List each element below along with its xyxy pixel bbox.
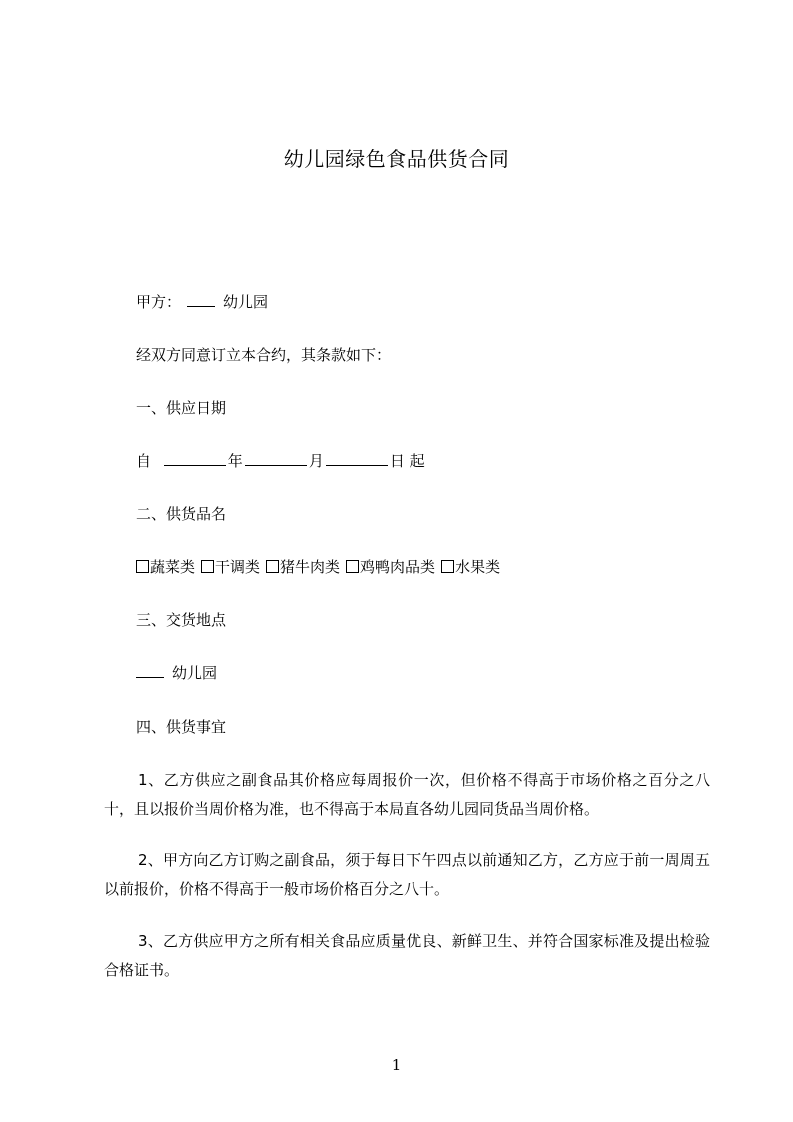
page-number: 1	[391, 1056, 402, 1074]
year-label: 年	[227, 452, 243, 470]
checkbox-icon[interactable]	[136, 560, 149, 573]
product-options	[136, 557, 506, 577]
option-fruit[interactable]: 水果类	[441, 558, 500, 576]
section2-heading: 二、供货品名	[136, 505, 227, 523]
checkbox-icon[interactable]	[266, 560, 279, 573]
clause-2: 2、甲方向乙方订购之副食品，须于每日下午四点以前通知乙方，乙方应于前一周周五以前报价，价格不得高于一般市场价格百分之八十。	[104, 851, 710, 898]
place-suffix: 幼儿园	[172, 664, 218, 682]
party-a-suffix: 幼儿园	[223, 293, 269, 311]
checkbox-icon[interactable]	[201, 560, 214, 573]
date-start: 起	[409, 452, 425, 470]
place-blank	[136, 663, 164, 678]
document-title: 幼儿园绿色食品供货合同	[283, 147, 510, 171]
section4-heading: 四、供货事宜	[136, 718, 227, 736]
checkbox-icon[interactable]	[441, 560, 454, 573]
month-blank	[245, 451, 307, 466]
day-blank	[326, 451, 388, 466]
intro-text: 经双方同意订立本合约，其条款如下：	[136, 346, 392, 364]
option-poultry[interactable]: 鸡鸭肉品类	[346, 558, 435, 576]
date-prefix: 自	[136, 452, 152, 470]
delivery-place-line	[136, 663, 217, 683]
day-label: 日	[389, 452, 405, 470]
supply-date-line	[136, 451, 425, 471]
option-vegetables[interactable]: 蔬菜类	[136, 558, 195, 576]
year-blank	[164, 451, 226, 466]
clause-1: 1、乙方供应之副食品其价格应每周报价一次，但价格不得高于市场价格之百分之八十，且以报价当周价格为准，也不得高于本局直各幼儿园同货品当周价格。	[104, 771, 710, 818]
party-a-label: 甲方：	[136, 293, 182, 311]
option-dry-seasoning[interactable]: 干调类	[201, 558, 260, 576]
checkbox-icon[interactable]	[346, 560, 359, 573]
party-a-line	[136, 292, 268, 312]
section3-heading: 三、交货地点	[136, 611, 227, 629]
month-label: 月	[308, 452, 324, 470]
clause-3: 3、乙方供应甲方之所有相关食品应质量优良、新鲜卫生、并符合国家标准及提出检验合格证书。	[104, 932, 710, 979]
party-a-blank	[187, 292, 215, 307]
section1-heading: 一、供应日期	[136, 399, 227, 417]
option-pork-beef[interactable]: 猪牛肉类	[266, 558, 340, 576]
